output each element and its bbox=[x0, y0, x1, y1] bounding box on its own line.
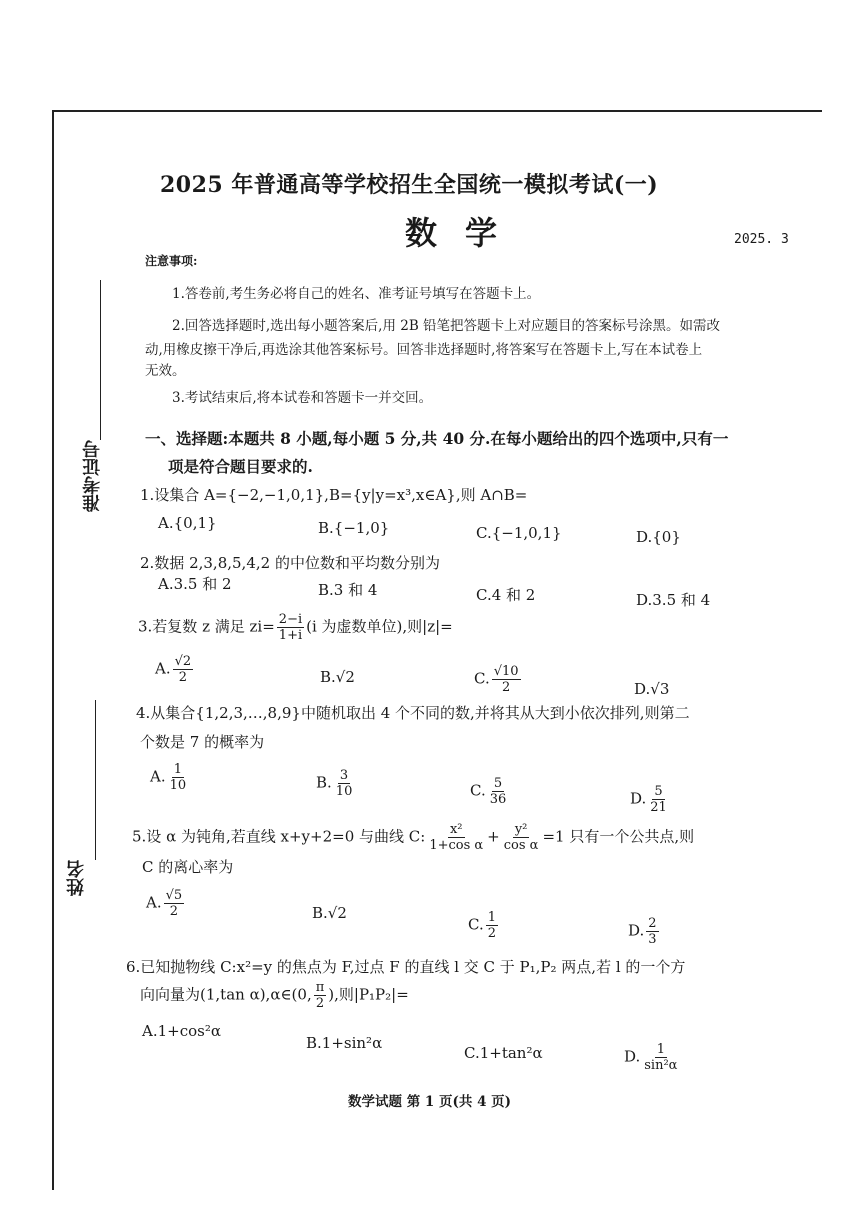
section-heading-cont: 项是符合题目要求的. bbox=[168, 457, 313, 476]
notice-item: 无效。 bbox=[145, 363, 186, 379]
question-5-line2: C 的离心率为 bbox=[142, 858, 234, 876]
q6-option-d: D. $\frac{1}{\text{sin²α}}$ bbox=[624, 1042, 678, 1073]
question-4-line2: 个数是 7 的概率为 bbox=[140, 733, 265, 751]
notice-item: 3.考试结束后,将本试卷和答题卡一并交回。 bbox=[172, 390, 433, 406]
q6-option-c: C.1+tan²α bbox=[464, 1044, 543, 1062]
q4-option-c: C. $\frac{5}{36}$ bbox=[470, 776, 507, 807]
q5-option-d: D. $\frac{2}{3}$ bbox=[628, 916, 657, 947]
top-border bbox=[52, 110, 822, 112]
notice-heading: 注意事项: bbox=[145, 254, 198, 268]
q3-option-b: B.√2 bbox=[320, 668, 355, 686]
q3-option-a: A. $\frac{√2}{2}$ bbox=[155, 654, 192, 685]
question-5-line1: 5.设 α 为钝角,若直线 x+y+2=0 与曲线 C: $\frac{\text{x²}}{\text{1+cos α}}$ + $\frac{\text{y²}}{\text{cos α}}$ =1 只有一个公共点,则 bbox=[132, 822, 695, 853]
q3-option-c: C. $\frac{√10}{2}$ bbox=[474, 664, 519, 695]
left-border bbox=[52, 110, 54, 1190]
q4-option-a: A. $\frac{1}{10}$ bbox=[150, 762, 187, 793]
q6-option-a: A.1+cos²α bbox=[142, 1022, 221, 1040]
q5-option-a: A. $\frac{√5}{2}$ bbox=[146, 888, 183, 919]
q3-option-d: D.√3 bbox=[634, 680, 670, 698]
q1-option-c: C.{−1,0,1} bbox=[476, 524, 562, 542]
question-2-stem: 2.数据 2,3,8,5,4,2 的中位数和平均数分别为 bbox=[140, 554, 440, 572]
q2-option-a: A.3.5 和 2 bbox=[158, 575, 232, 593]
q5-option-b: B.√2 bbox=[312, 904, 347, 922]
question-6-line1: 6.已知抛物线 C:x²=y 的焦点为 F,过点 F 的直线 l 交 C 于 P₁,P₂ 两点,若 l 的一个方 bbox=[126, 958, 686, 976]
exam-date: 2025. 3 bbox=[734, 232, 789, 247]
question-6-line2: 向向量为(1,tan α),α∈(0, $\frac{\pi}{2}$ ),则|P₁P₂|= bbox=[140, 980, 409, 1011]
section-heading: 一、选择题:本题共 8 小题,每小题 5 分,共 40 分.在每小题给出的四个选项中,只有一 bbox=[145, 429, 729, 448]
q2-option-c: C.4 和 2 bbox=[476, 586, 536, 604]
q2-option-b: B.3 和 4 bbox=[318, 581, 378, 599]
q4-option-b: B. $\frac{3}{10}$ bbox=[316, 768, 353, 799]
subject-title: 数学 bbox=[405, 214, 526, 252]
exam-id-label: 准考证号 bbox=[82, 440, 103, 512]
notice-item: 1.答卷前,考生务必将自己的姓名、准考证号填写在答题卡上。 bbox=[172, 286, 541, 302]
name-line bbox=[95, 700, 96, 860]
notice-item: 2.回答选择题时,选出每小题答案后,用 2B 铅笔把答题卡上对应题目的答案标号涂黑。如需改 bbox=[172, 318, 721, 334]
q6-option-b: B.1+sin²α bbox=[306, 1034, 383, 1052]
question-4-line1: 4.从集合{1,2,3,…,8,9}中随机取出 4 个不同的数,并将其从大到小依次排列,则第二 bbox=[136, 704, 690, 722]
q1-option-a: A.{0,1} bbox=[158, 514, 217, 532]
name-label: 姓名 bbox=[66, 860, 87, 896]
q4-option-d: D. $\frac{5}{21}$ bbox=[630, 784, 667, 815]
q1-option-d: D.{0} bbox=[636, 528, 681, 546]
page-footer: 数学试题 第 1 页(共 4 页) bbox=[348, 1094, 512, 1110]
exam-id-line bbox=[100, 280, 101, 440]
question-1-stem: 1.设集合 A={−2,−1,0,1},B={y|y=x³,x∈A},则 A∩B= bbox=[140, 486, 528, 504]
q5-option-c: C. $\frac{1}{2}$ bbox=[468, 910, 496, 941]
q2-option-d: D.3.5 和 4 bbox=[636, 591, 711, 609]
notice-item: 动,用橡皮擦干净后,再选涂其他答案标号。回答非选择题时,将答案写在答题卡上,写在本试卷上 bbox=[145, 342, 703, 358]
question-3-stem: 3.若复数 z 满足 zi= $\frac{2-i}{1+i}$ (i 为虚数单位),则|z|= bbox=[138, 612, 453, 643]
q1-option-b: B.{−1,0} bbox=[318, 519, 390, 537]
exam-title: 2025 年普通高等学校招生全国统一模拟考试(一) bbox=[160, 172, 659, 198]
